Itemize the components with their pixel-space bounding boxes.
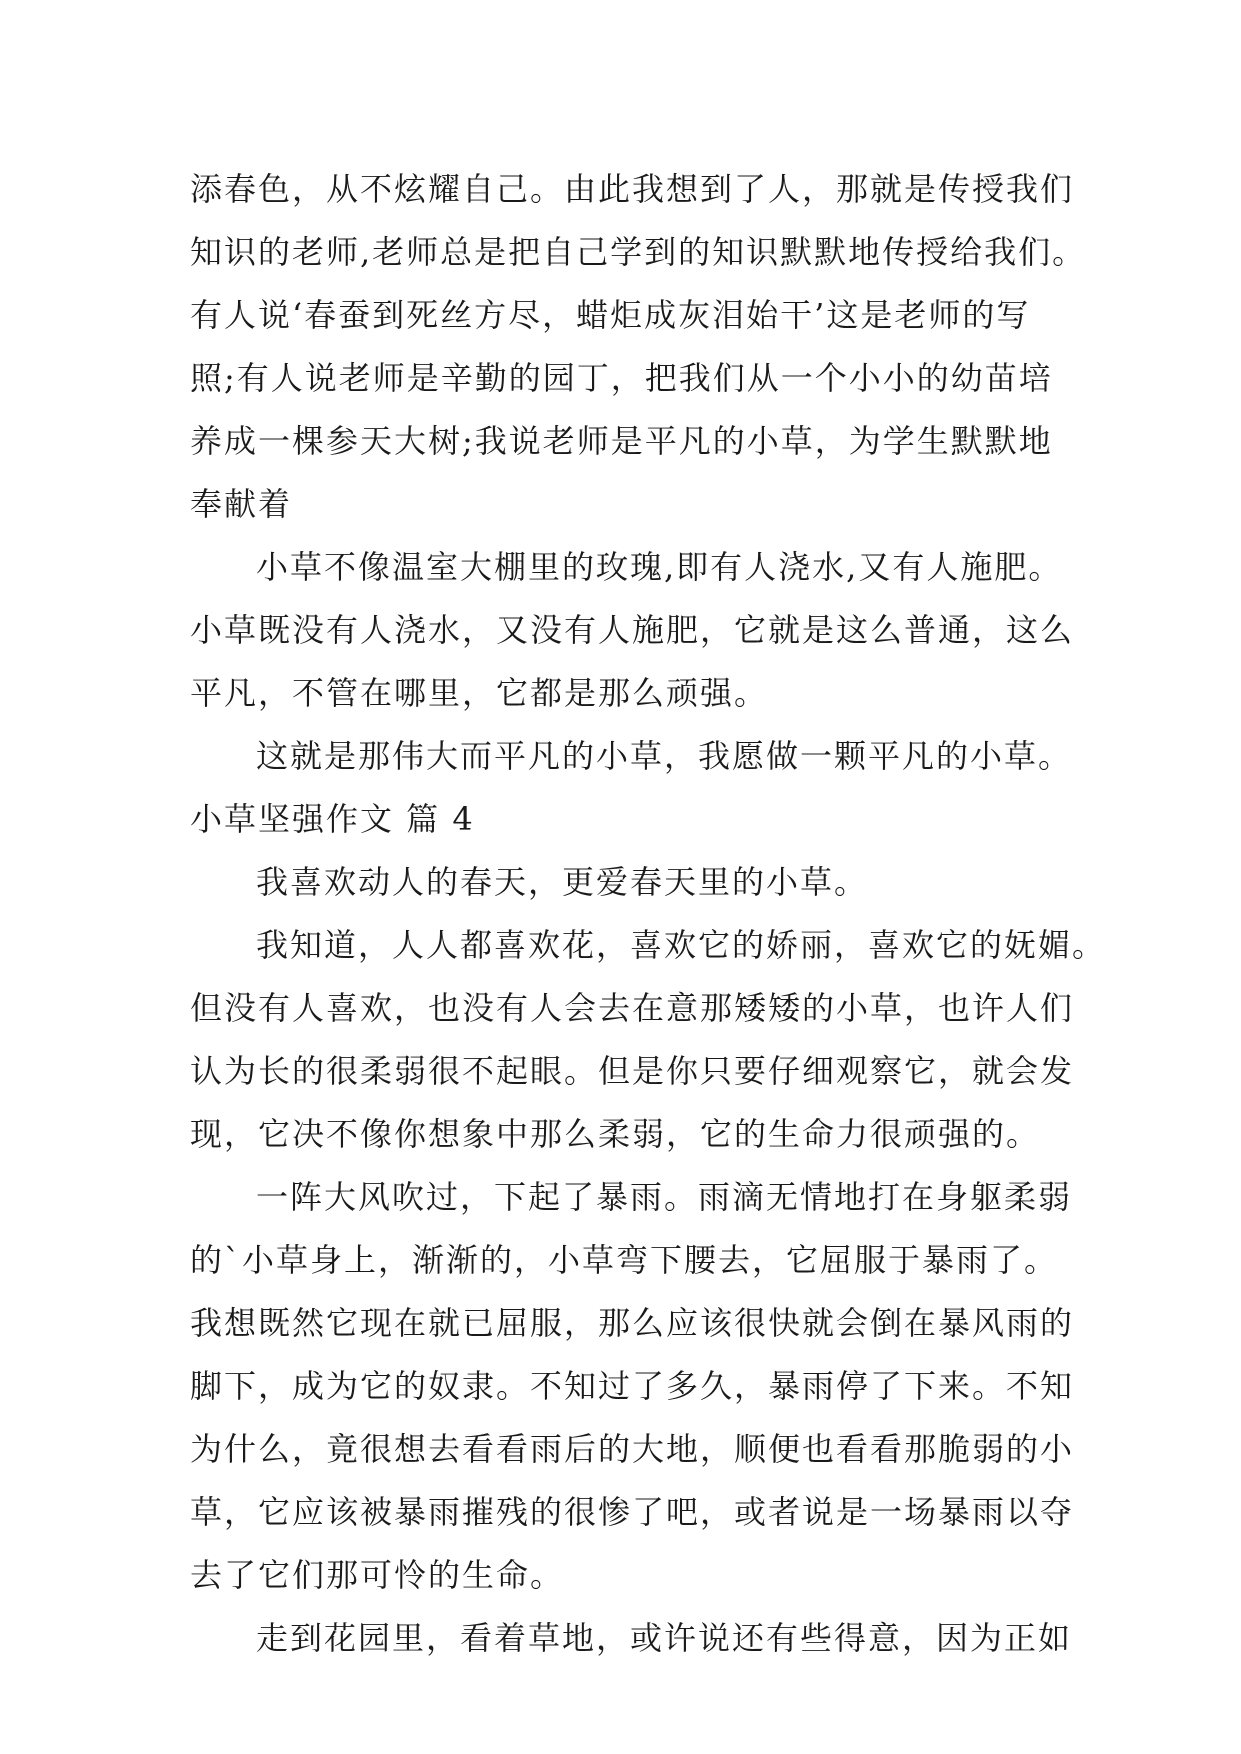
text-line: 养成一棵参天大树;我说老师是平凡的小草，为学生默默地 [190, 422, 1053, 460]
text-line: 去了它们那可怜的生命。 [190, 1556, 565, 1594]
paragraph-start-line: 我知道，人人都喜欢花，喜欢它的娇丽，喜欢它的妩媚。 [256, 926, 1107, 964]
section-heading: 小草坚强作文 篇 4 [190, 800, 475, 838]
text-line: 奉献着 [190, 485, 293, 523]
paragraph-start-line: 小草不像温室大棚里的玫瑰,即有人浇水,又有人施肥。 [256, 548, 1063, 586]
text-line: 的`小草身上，渐渐的，小草弯下腰去，它屈服于暴雨了。 [190, 1241, 1059, 1279]
text-line: 有人说‘春蚕到死丝方尽，蜡炬成灰泪始干’这是老师的写 [190, 296, 1031, 334]
text-line: 添春色，从不炫耀自己。由此我想到了人，那就是传授我们 [190, 170, 1075, 208]
document-body [190, 158, 1107, 1670]
paragraph-start-line: 走到花园里，看着草地，或许说还有些得意，因为正如 [256, 1619, 1073, 1657]
text-line: 知识的老师,老师总是把自己学到的知识默默地传授给我们。 [190, 233, 1087, 271]
text-line: 平凡，不管在哪里，它都是那么顽强。 [190, 674, 769, 712]
text-line: 草，它应该被暴雨摧残的很惨了吧，或者说是一场暴雨以夺 [190, 1493, 1075, 1531]
text-line: 小草既没有人浇水，又没有人施肥，它就是这么普通，这么 [190, 611, 1075, 649]
text-line: 认为长的很柔弱很不起眼。但是你只要仔细观察它，就会发 [190, 1052, 1075, 1090]
paragraph-start-line: 这就是那伟大而平凡的小草，我愿做一颗平凡的小草。 [256, 737, 1073, 775]
text-line: 但没有人喜欢，也没有人会去在意那矮矮的小草，也许人们 [190, 989, 1075, 1027]
text-line: 现，它决不像你想象中那么柔弱，它的生命力很顽强的。 [190, 1115, 1041, 1153]
text-line: 我想既然它现在就已屈服，那么应该很快就会倒在暴风雨的 [190, 1304, 1075, 1342]
paragraph-start-line: 我喜欢动人的春天，更爱春天里的小草。 [256, 863, 869, 901]
paragraph-start-line: 一阵大风吹过，下起了暴雨。雨滴无情地打在身躯柔弱 [256, 1178, 1073, 1216]
text-line: 为什么，竟很想去看看雨后的大地，顺便也看看那脆弱的小 [190, 1430, 1075, 1468]
text-line: 脚下，成为它的奴隶。不知过了多久，暴雨停了下来。不知 [190, 1367, 1075, 1405]
text-line: 照;有人说老师是辛勤的园丁，把我们从一个小小的幼苗培 [190, 359, 1053, 397]
